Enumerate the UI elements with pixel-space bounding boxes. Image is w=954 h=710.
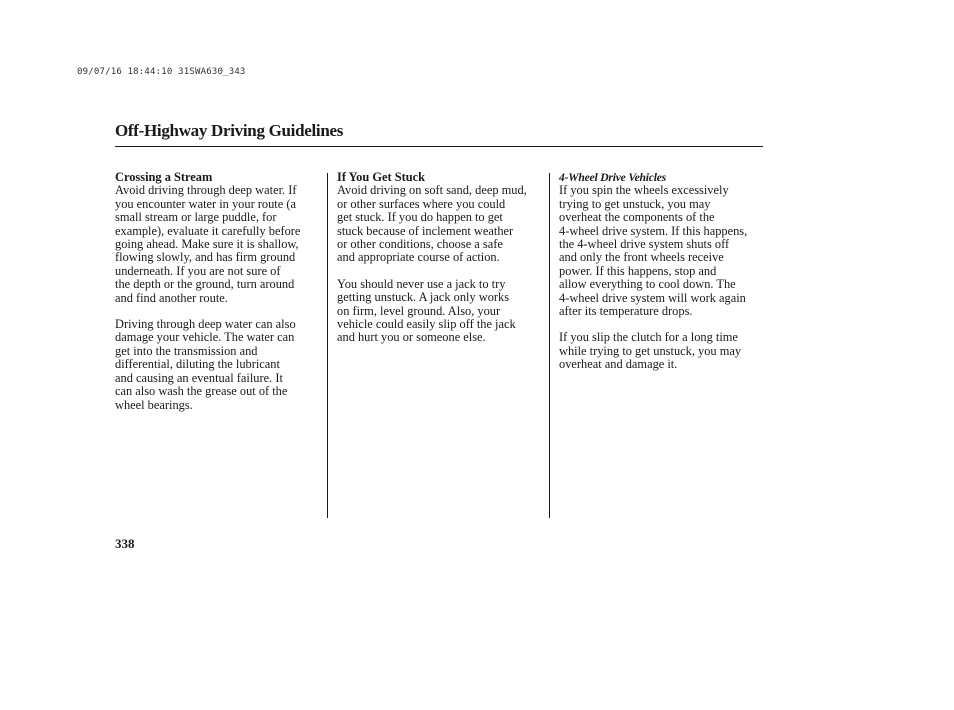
paragraph: Avoid driving on soft sand, deep mud, or other surfaces where you could get stuck. If you do happen to get stuck because of inclement weather or other conditions, choose a safe and appropriate course of action.: [337, 183, 527, 265]
title-divider: [115, 146, 763, 147]
section-heading: Crossing a Stream: [115, 170, 213, 184]
page-number: 338: [115, 536, 135, 551]
column-if-you-get-stuck: [337, 171, 545, 358]
column-divider: [549, 173, 550, 518]
column-crossing-a-stream: [115, 171, 321, 425]
paragraph: Driving through deep water can also damage your vehicle. The water can get into the transmission and differential, diluting the lubricant and causing an eventual failure. It can also wash the grease out of the wheel bearings.: [115, 317, 296, 412]
subsection-heading: 4-Wheel Drive Vehicles: [559, 171, 667, 184]
paragraph: If you spin the wheels excessively trying to get unstuck, you may overheat the components of the 4-wheel drive system. If this happens, the 4-wheel drive system shuts off and only the front wheels receive power. If this happens, stop and allow everything to cool down. The 4-wheel drive system will work again after its temperature drops.: [559, 183, 748, 319]
column-4-wheel-drive-vehicles: [559, 171, 769, 385]
section-heading: If You Get Stuck: [337, 170, 426, 184]
paragraph: Avoid driving through deep water. If you encounter water in your route (a small stream or large puddle, for example), evaluate it carefully before going ahead. Make sure it is shallow, flowing slowly, and has firm ground underneath. If you are not sure of the depth or the ground, turn around and find another route.: [115, 183, 301, 305]
paragraph: If you slip the clutch for a long time while trying to get unstuck, you may overheat and damage it.: [559, 330, 742, 372]
page-title: Off-Highway Driving Guidelines: [115, 121, 344, 140]
paragraph: You should never use a jack to try getting unstuck. A jack only works on firm, level ground. Also, your vehicle could easily slip off the jack and hurt you or someone else.: [337, 276, 516, 345]
print-stamp: 09/07/16 18:44:10 31SWA630_343: [77, 67, 246, 77]
column-divider: [327, 173, 328, 518]
